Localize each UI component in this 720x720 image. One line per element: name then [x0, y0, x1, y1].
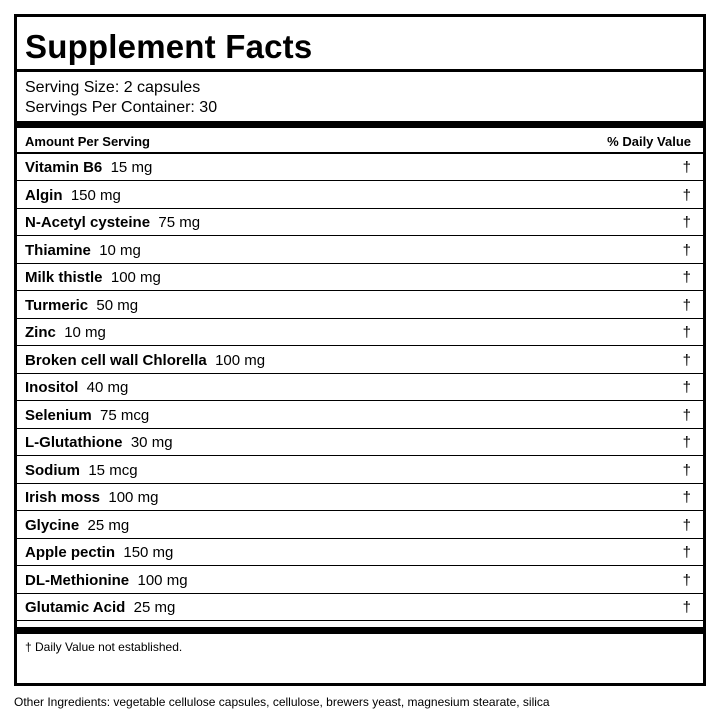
daily-value-dagger: † [682, 406, 691, 424]
nutrient-name-amount [25, 351, 265, 370]
nutrient-name-amount [25, 158, 152, 177]
daily-value-dagger: † [682, 296, 691, 314]
nutrient-name: DL-Methionine [25, 571, 130, 589]
nutrient-name-amount [25, 268, 161, 287]
nutrient-name: Thiamine [25, 241, 91, 259]
nutrient-amount: 25 mg [133, 599, 176, 616]
daily-value-dagger: † [682, 159, 691, 176]
nutrient-amount: 100 mg [215, 351, 266, 369]
daily-value-label: % Daily Value [607, 134, 691, 149]
nutrient-name: Turmeric [25, 296, 89, 314]
nutrient-name-amount [25, 598, 175, 617]
nutrient-row [17, 539, 703, 566]
daily-value-dagger: † [682, 544, 691, 561]
serving-size: Serving Size: 2 capsules [25, 79, 201, 96]
nutrient-name: Inositol [25, 379, 79, 396]
daily-value-dagger: † [682, 324, 691, 341]
title-rule [17, 69, 703, 72]
nutrient-row [17, 374, 703, 401]
nutrient-amount: 10 mg [64, 324, 106, 341]
nutrient-row [17, 237, 703, 264]
nutrient-name-amount [25, 406, 149, 425]
nutrient-name-amount [25, 378, 128, 397]
nutrient-name: Irish moss [25, 489, 101, 506]
nutrient-name: L-Glutathione [25, 434, 123, 451]
nutrient-amount: 10 mg [99, 241, 141, 259]
nutrient-name: Vitamin B6 [25, 159, 103, 176]
daily-value-dagger: † [682, 434, 691, 451]
nutrient-name-amount [25, 488, 158, 507]
nutrient-name: Algin [25, 186, 63, 204]
nutrient-name-amount [25, 241, 141, 260]
nutrient-row [17, 292, 703, 319]
daily-value-dagger: † [682, 599, 691, 616]
nutrient-name-amount [25, 516, 129, 535]
serving-info [25, 78, 217, 118]
nutrient-name-amount [25, 433, 173, 452]
nutrient-row [17, 512, 703, 539]
nutrient-amount: 15 mg [110, 159, 153, 176]
nutrient-row [17, 182, 703, 209]
panel-title: Supplement Facts [25, 28, 313, 65]
nutrient-row [17, 567, 703, 594]
nutrient-name: Selenium [25, 406, 92, 424]
nutrient-name: Zinc [25, 324, 56, 341]
nutrient-amount: 25 mg [87, 516, 130, 534]
nutrient-amount: 50 mg [96, 296, 139, 314]
daily-value-dagger: † [682, 241, 691, 259]
nutrient-name-amount [25, 186, 121, 205]
nutrient-row [17, 484, 703, 511]
nutrient-name-amount [25, 543, 173, 562]
daily-value-dagger: † [682, 351, 691, 369]
nutrient-amount: 75 mcg [100, 406, 150, 424]
supplement-facts-panel [14, 14, 706, 686]
nutrient-row [17, 209, 703, 236]
nutrient-amount: 30 mg [130, 434, 173, 451]
nutrient-amount: 40 mg [86, 379, 129, 396]
nutrient-amount: 75 mg [158, 214, 201, 231]
nutrient-name: Milk thistle [25, 269, 103, 286]
nutrient-row [17, 154, 703, 181]
nutrient-row [17, 429, 703, 456]
thick-rule-bottom [17, 627, 703, 634]
nutrient-name: Glutamic Acid [25, 599, 126, 616]
daily-value-dagger: † [682, 379, 691, 396]
nutrient-name: Apple pectin [25, 544, 116, 561]
amount-header-row [25, 132, 691, 152]
nutrient-row [17, 347, 703, 374]
nutrient-amount: 100 mg [108, 489, 159, 506]
nutrient-name-amount [25, 461, 138, 480]
nutrient-name: Broken cell wall Chlorella [25, 351, 207, 369]
nutrient-row [17, 264, 703, 291]
daily-value-dagger: † [682, 489, 691, 506]
nutrient-name-amount [25, 213, 200, 232]
nutrient-amount: 100 mg [110, 269, 161, 286]
nutrient-amount: 100 mg [137, 571, 188, 589]
nutrient-amount: 150 mg [123, 544, 174, 561]
daily-value-dagger: † [682, 516, 691, 534]
daily-value-dagger: † [682, 461, 691, 479]
other-ingredients: Other Ingredients: vegetable cellulose capsules, cellulose, brewers yeast, magnesium stearate, silica [14, 695, 550, 709]
nutrient-amount: 150 mg [70, 186, 121, 204]
nutrient-row [17, 402, 703, 429]
nutrient-row [17, 594, 703, 621]
nutrient-name: N-Acetyl cysteine [25, 214, 151, 231]
amount-per-serving-label: Amount Per Serving [25, 134, 150, 149]
nutrient-name: Sodium [25, 461, 80, 479]
daily-value-dagger: † [682, 214, 691, 231]
nutrient-row [17, 457, 703, 484]
nutrient-name-amount [25, 296, 138, 315]
servings-per-container: Servings Per Container: 30 [25, 99, 218, 116]
daily-value-dagger: † [682, 269, 691, 286]
footnote: † Daily Value not established. [25, 640, 183, 654]
nutrient-name-amount [25, 571, 188, 590]
nutrient-row [17, 319, 703, 346]
thick-rule-top [17, 121, 703, 128]
daily-value-dagger: † [682, 571, 691, 589]
nutrient-name-amount [25, 323, 106, 342]
daily-value-dagger: † [682, 186, 691, 204]
nutrient-name: Glycine [25, 516, 80, 534]
nutrient-amount: 15 mcg [88, 461, 138, 479]
